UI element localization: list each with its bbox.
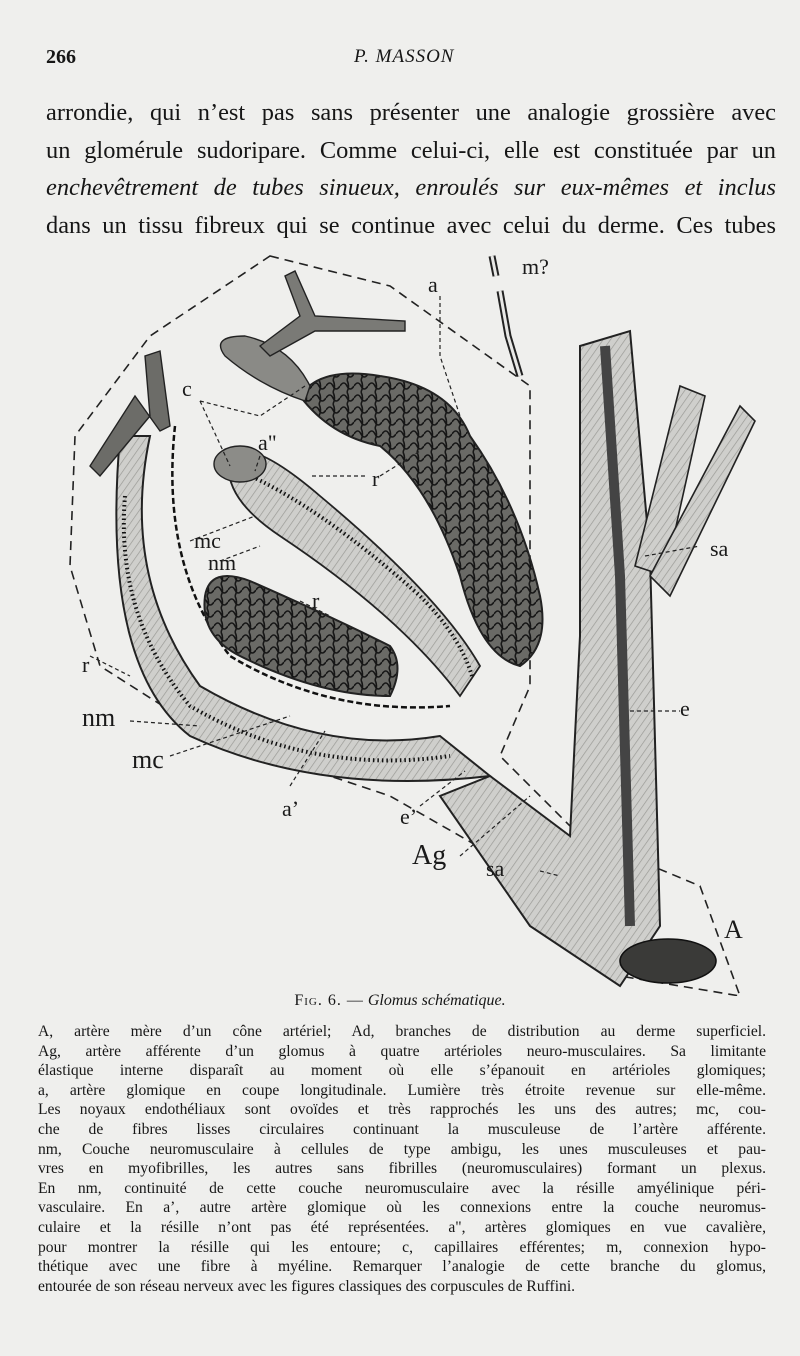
legend-line: thétique avec une fibre à myéline. Remarquer l’analogie de cette branche du glomus, (38, 1258, 766, 1276)
legend-line: Les noyaux endothéliaux sont ovoïdes et très rapprochés les uns des autres; mc, cou- (38, 1101, 766, 1119)
legend-line: Ag, artère afférente d’un glomus à quatre artérioles neuro-musculaires. Sa limitante (38, 1042, 766, 1060)
label-a-prime: a’ (282, 796, 300, 821)
legend-line: élastique interne disparaît au moment où elle s’épanouit en artérioles glomiques; (38, 1062, 766, 1080)
label-A: A (724, 915, 743, 944)
label-sa-bottom: sa (486, 856, 505, 881)
label-Ag: Ag (412, 840, 447, 871)
legend-line: vres en myofibrilles, les autres sans fibrilles (neuromusculaires) formant un plexus. (38, 1160, 766, 1178)
body-paragraph (46, 94, 776, 244)
legend-line: vasculaire. En a’, autre artère glomique où les connexions entre la couche neuromus- (38, 1199, 766, 1217)
legend-line: culaire et la résille n’ont pas été représentées. a", artères glomiques en vue cavalière, (38, 1218, 766, 1236)
label-e-prime: e’ (400, 804, 418, 829)
label-mc-top: mc (194, 528, 221, 553)
label-r-mid: r (312, 588, 320, 613)
figure-caption (0, 992, 800, 1010)
page-header (46, 46, 770, 76)
legend-line: a, artère glomique en coupe longitudinale. Lumière très étroite revenue sur elle-même. (38, 1081, 766, 1099)
legend-line: che de fibres lisses circulaires continuant la musculeuse de l’artère afférente. (38, 1120, 766, 1138)
legend-line: nm, Couche neuromusculaire à cellules de type ambigu, les unes musculeuses et pau- (38, 1140, 766, 1158)
legend-line: A, artère mère d’un cône artériel; Ad, branches de distribution au derme superficiel. (38, 1023, 766, 1040)
running-head: P. MASSON (354, 46, 455, 67)
label-a: a (428, 272, 438, 297)
figure-title: Glomus schématique. (367, 992, 506, 1009)
label-mc-left: mc (132, 745, 164, 774)
label-e: e (680, 696, 690, 721)
figure-legend (38, 1022, 766, 1296)
legend-line: pour montrer la résille qui les entoure; c, capillaires efférentes; m, connexion hypo- (38, 1238, 766, 1256)
body-line: enchevêtrement de tubes sinueux, enroulés sur eux-mêmes et inclus (46, 174, 776, 201)
capillary-top-branch (260, 271, 405, 356)
label-a-double: a" (258, 430, 277, 455)
page-number: 266 (46, 46, 76, 68)
legend-line: En nm, continuité de cette couche neuromusculaire avec la résille amyélinique péri- (38, 1179, 766, 1197)
glomus-illustration (60, 236, 780, 996)
label-r-top: r (372, 466, 380, 491)
body-line: un glomérule sudoripare. Comme celui-ci, elle est constituée par un (46, 136, 776, 164)
artery-end-cap (620, 939, 716, 983)
legend-line: entourée de son réseau nerveux avec les figures classiques des corpuscules de Ruffini. (38, 1277, 576, 1295)
label-nm-left: nm (82, 703, 116, 732)
body-line: dans un tissu fibreux qui se continue avec celui du derme. Ces tubes (46, 211, 776, 239)
body-line: arrondie, qui n’est pas sans présenter une analogie grossière avec (46, 99, 776, 126)
label-sa-right: sa (710, 536, 729, 561)
figure-number: Fig. 6. — (294, 992, 364, 1009)
label-nm-top: nm (208, 550, 237, 575)
label-c: c (182, 376, 192, 401)
label-r-left: r (82, 652, 90, 677)
label-m: m? (522, 254, 549, 279)
